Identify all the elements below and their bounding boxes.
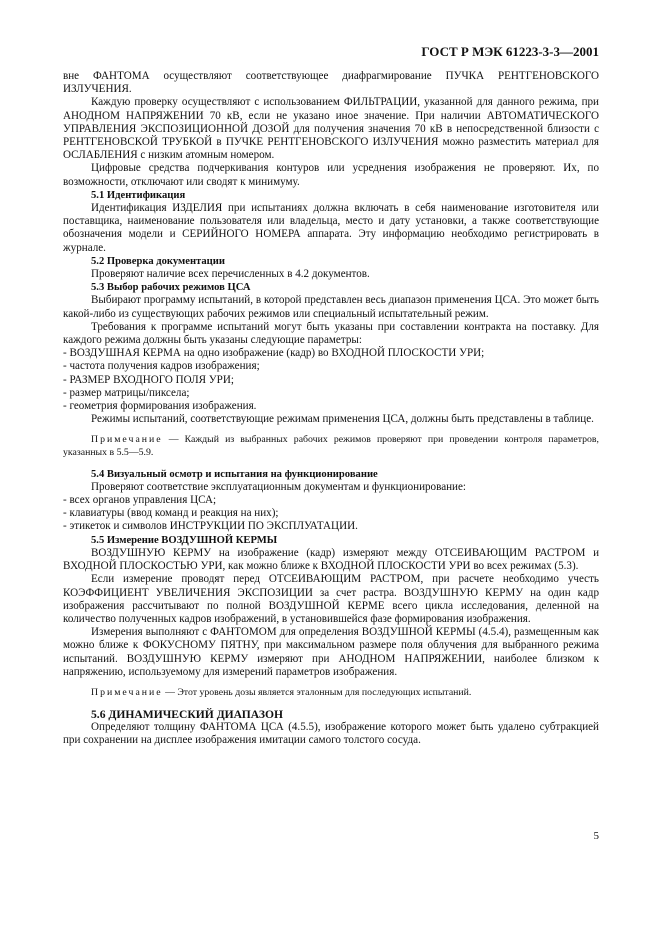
note-label: Примечание <box>91 686 163 698</box>
section-heading-5-4: 5.4 Визуальный осмотр и испытания на функционирование <box>91 468 378 480</box>
paragraph: Выбирают программу испытаний, в которой представлен весь диапазон применения ЦСА. Это может быть какой-либо из существующих рабочих режимов или специальный испытательный режим. <box>63 294 599 320</box>
paragraph: Идентификация ИЗДЕЛИЯ при испытаниях должна включать в себя наименование изготовителя или поставщика, наименование пользователя или владельца, место и дату установки, а также соответствующие обозначения модели и СЕРИЙНОГО НОМЕРА аппарата. Эту информацию необходимо регистрировать в журнале. <box>63 202 599 254</box>
paragraph: Если измерение проводят перед ОТСЕИВАЮЩИМ РАСТРОМ, при расчете необходимо учесть КОЭФФИЦИЕНТ УВЕЛИЧЕНИЯ ЭКСПОЗИЦИИ за счет растра. ВОЗДУШНУЮ КЕРМУ на один кадр изображения рассчитывают по полной ВОЗДУШНОЙ КЕРМЕ всего цикла исследования, деленной на количество полученных кадров изображений, в установившейся фазе формирования изображения. <box>63 573 599 625</box>
page-number: 5 <box>593 830 599 842</box>
paragraph: Каждую проверку осуществляют с использованием ФИЛЬТРАЦИИ, указанной для данного режима, при АНОДНОМ НАПРЯЖЕНИИ 70 кВ, если не указано иное значение. При наличии АВТОМАТИЧЕСКОГО УПРАВЛЕНИЯ ЭКСПОЗИЦИОННОЙ ДОЗОЙ для получения значения 70 кВ в непосредственной близости с РЕНТГЕНОВСКОЙ ТРУБКОЙ в ПУЧКЕ РЕНТГЕНОВСКОГО ИЗЛУЧЕНИЯ можно разместить материал для ОСЛАБЛЕНИЯ с низким атомным номером. <box>63 96 599 162</box>
note <box>63 687 599 700</box>
paragraph: Цифровые средства подчеркивания контуров или усреднения изображения не проверяют. Их, по возможности, отключают или сводят к минимуму. <box>63 162 599 188</box>
note-label: Примечание <box>91 434 163 446</box>
section-heading-5-2: 5.2 Проверка документации <box>91 255 225 267</box>
list-item: - всех органов управления ЦСА; <box>63 494 217 507</box>
note <box>63 434 599 459</box>
body-text <box>63 70 599 747</box>
paragraph: ВОЗДУШНУЮ КЕРМУ на изображение (кадр) измеряют между ОТСЕИВАЮЩИМ РАСТРОМ и ВХОДНОЙ ПЛОСКОСТЬЮ УРИ, как можно ближе к ВХОДНОЙ ПЛОСКОСТИ УРИ во всех режимах (5.3). <box>63 546 599 573</box>
paragraph: вне ФАНТОМА осуществляют соответствующее диафрагмирование ПУЧКА РЕНТГЕНОВСКОГО ИЗЛУЧЕНИЯ. <box>63 70 599 96</box>
note-text: — Каждый из выбранных рабочих режимов проверяют при проведении контроля параметров, указанных в 5.5—5.9. <box>63 434 599 459</box>
section-heading-5-5: 5.5 Измерение ВОЗДУШНОЙ КЕРМЫ <box>91 534 278 546</box>
section-heading-5-3: 5.3 Выбор рабочих режимов ЦСА <box>91 282 251 294</box>
standard-header: ГОСТ Р МЭК 61223-3-3—2001 <box>421 44 599 59</box>
list-item: - ВОЗДУШНАЯ КЕРМА на одно изображение (кадр) во ВХОДНОЙ ПЛОСКОСТИ УРИ; <box>63 347 485 360</box>
list-item: - частота получения кадров изображения; <box>63 360 260 373</box>
paragraph: Режимы испытаний, соответствующие режимам применения ЦСА, должны быть представлены в таблице. <box>91 413 594 426</box>
paragraph: Измерения выполняют с ФАНТОМОМ для определения ВОЗДУШНОЙ КЕРМЫ (4.5.4), размещенным как можно ближе к ФОКУСНОМУ ПЯТНУ, при максимальном размере поля облучения для выбранного режима испытаний. ВОЗДУШНУЮ КЕРМУ измеряют при АНОДНОМ НАПРЯЖЕНИИ, наиболее близком к напряжению, используемому для измерений параметров изображения. <box>63 626 599 678</box>
list-item: - клавиатуры (ввод команд и реакция на них); <box>63 507 279 520</box>
list-item: - геометрия формирования изображения. <box>63 400 257 413</box>
paragraph: Проверяют соответствие эксплуатационным документам и функционирование: <box>91 480 467 493</box>
paragraph: Определяют толщину ФАНТОМА ЦСА (4.5.5), изображение которого может быть удалено субтракцией при сохранении на дисплее изображения имитации самого толстого сосуда. <box>63 720 599 746</box>
list-item: - размер матрицы/пиксела; <box>63 386 190 399</box>
section-heading-5-1: 5.1 Идентификация <box>91 189 186 201</box>
paragraph: Проверяют наличие всех перечисленных в 4.2 документов. <box>91 268 370 281</box>
list-item: - этикеток и символов ИНСТРУКЦИИ ПО ЭКСПЛУАТАЦИИ. <box>63 520 358 533</box>
section-heading-5-6: 5.6 ДИНАМИЧЕСКИЙ ДИАПАЗОН <box>91 707 284 721</box>
paragraph: Требования к программе испытаний могут быть указаны при составлении контракта на поставку. Для каждого режима должны быть указаны следующие параметры: <box>63 320 599 347</box>
list-item: - РАЗМЕР ВХОДНОГО ПОЛЯ УРИ; <box>63 373 234 386</box>
note-text: — Этот уровень дозы является эталонным для последующих испытаний. <box>162 686 472 698</box>
